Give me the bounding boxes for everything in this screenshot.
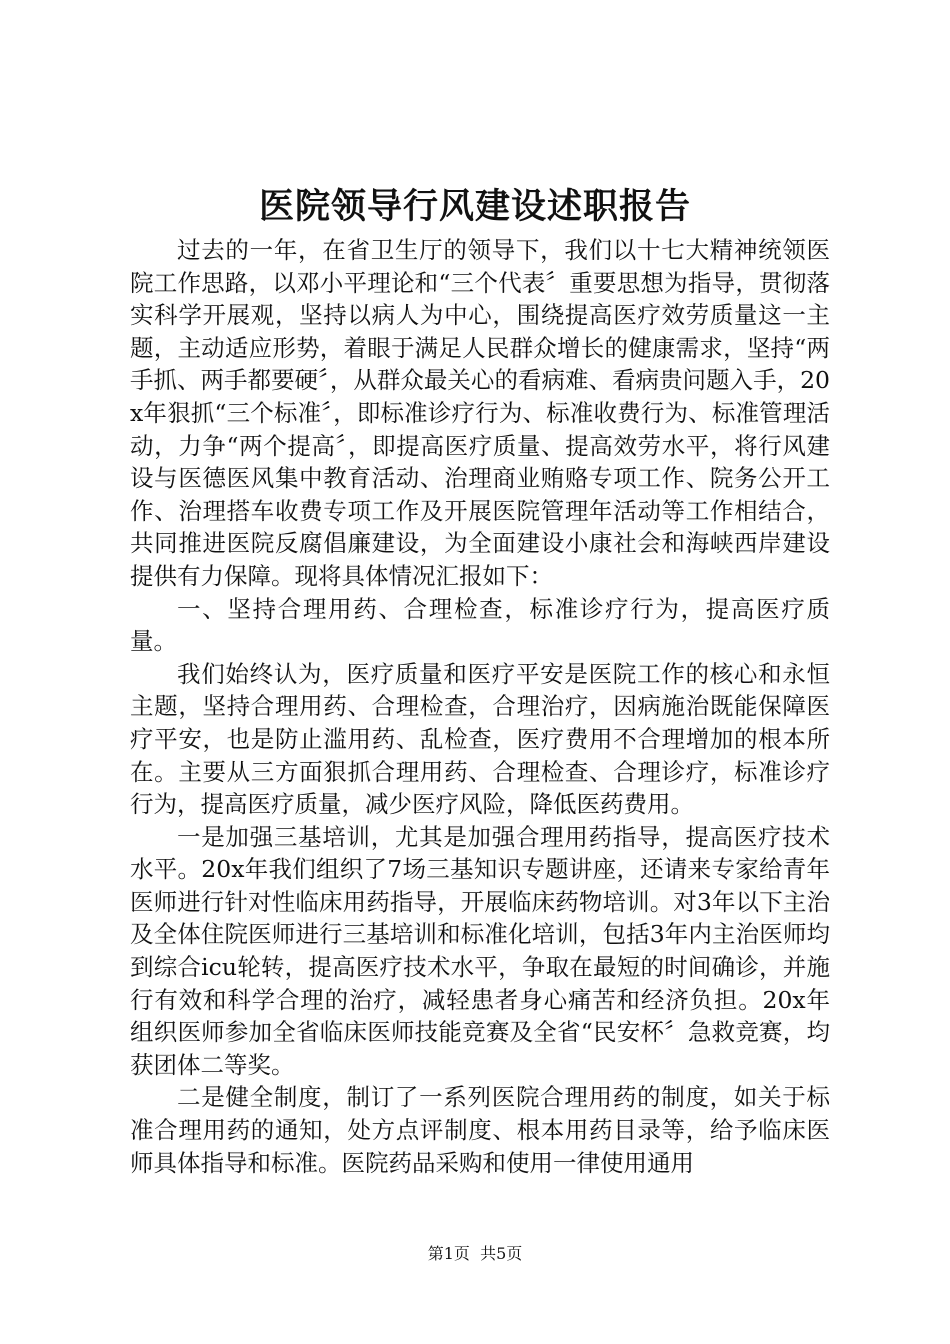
paragraph-section-heading: 一、坚持合理用药、合理检查，标准诊疗行为，提高医疗质量。: [130, 594, 830, 656]
paragraph-intro: 过去的一年，在省卫生厅的领导下，我们以十七大精神统领医院工作思路，以邓小平理论和“三个代表〞重要思想为指导，贯彻落实科学开展观，坚持以病人为中心，围绕提高医疗效劳质量这一主题，主动适应形势，着眼于满足人民群众增长的健康需求，坚持“两手抓、两手都要硬〞，从群众最关心的看病难、看病贵问题入手，20x年狠抓“三个标准〞，即标准诊疗行为、标准收费行为、标准管理活动，力争“两个提高〞，即提高医疗质量、提高效劳水平，将行风建设与医德医风集中教育活动、治理商业贿赂专项工作、院务公开工作、治理搭车收费专项工作及开展医院管理年活动等工作相结合，共同推进医院反腐倡廉建设，为全面建设小康社会和海峡西岸建设提供有力保障。现将具体情况汇报如下：: [130, 236, 830, 590]
paragraph-training: 一是加强三基培训，尤其是加强合理用药指导，提高医疗技术水平。20x年我们组织了7场三基知识专题讲座，还请来专家给青年医师进行针对性临床用药指导，开展临床药物培训。对3年以下主治及全体住院医师进行三基培训和标准化培训，包括3年内主治医师均到综合icu轮转，提高医疗技术水平，争取在最短的时间确诊，并施行有效和科学合理的治疗，减轻患者身心痛苦和经济负担。20x年组织医师参加全省临床医师技能竞赛及全省“民安杯〞急救竞赛，均获团体二等奖。: [130, 822, 830, 1079]
document-title: 医院领导行风建设述职报告: [258, 186, 691, 227]
page-total: 共5页: [480, 1244, 523, 1263]
page-number: 第1页: [427, 1244, 470, 1263]
page-footer: [0, 1243, 950, 1265]
paragraph-regulations: 二是健全制度，制订了一系列医院合理用药的制度，如关于标准合理用药的通知，处方点评制度、根本用药目录等，给予临床医师具体指导和标准。医院药品采购和使用一律使用通用: [130, 1083, 830, 1177]
document-body: [130, 234, 830, 1179]
paragraph-quality: 我们始终认为，医疗质量和医疗平安是医院工作的核心和永恒主题，坚持合理用药、合理检查，合理治疗，因病施治既能保障医疗平安，也是防止滥用药、乱检查，医疗费用不合理增加的根本所在。主要从三方面狠抓合理用药、合理检查、合理诊疗，标准诊疗行为，提高医疗质量，减少医疗风险，降低医药费用。: [130, 659, 830, 819]
